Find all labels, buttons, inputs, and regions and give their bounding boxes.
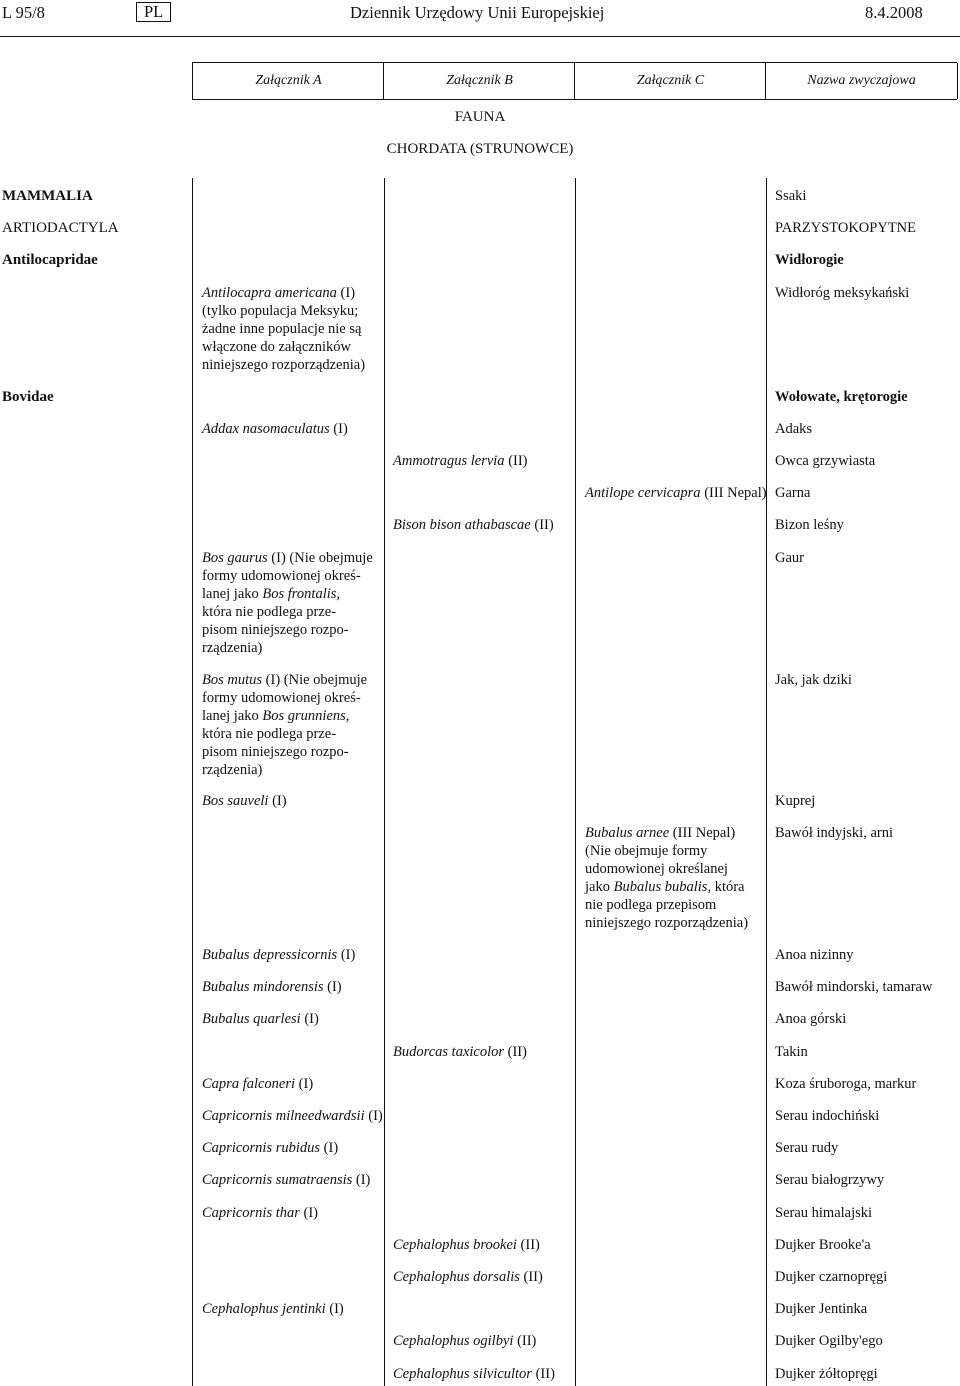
species-entry: Capricornis rubidus (I) <box>202 1140 339 1156</box>
species-entry: Capricornis thar (I) <box>202 1205 319 1221</box>
column-header-annex-b: Załącznik B <box>383 63 575 99</box>
column-divider <box>192 178 193 1386</box>
species-note: (Nie obejmuje formy <box>585 843 708 859</box>
taxon-family: Antilocapridae <box>2 252 98 268</box>
species-note: która nie podlega prze- <box>202 604 337 620</box>
species-note: rządzenia) <box>202 640 263 656</box>
common-name: Widłoróg meksykański <box>775 285 910 301</box>
taxon-class: MAMMALIA <box>2 188 93 204</box>
common-name: Gaur <box>775 550 804 566</box>
species-entry: Cephalophus silvicultor (II) <box>393 1366 555 1382</box>
species-entry: Cephalophus dorsalis (II) <box>393 1269 543 1285</box>
species-entry: Bubalus arnee (III Nepal) <box>585 825 736 841</box>
species-entry: Cephalophus jentinki (I) <box>202 1301 344 1317</box>
common-order-name: PARZYSTOKOPYTNE <box>775 220 916 236</box>
common-name: Bawół indyjski, arni <box>775 825 894 841</box>
species-note: włączone do załączników <box>202 339 351 355</box>
species-entry: Bos sauveli (I) <box>202 793 287 809</box>
species-note: żadne inne populacje nie są <box>202 321 362 337</box>
common-name: Owca grzywiasta <box>775 453 876 469</box>
common-family-name: Wołowate, krętorogie <box>775 389 908 405</box>
common-name: Dujker Ogilby'ego <box>775 1333 883 1349</box>
species-note: rządzenia) <box>202 762 263 778</box>
species-note: nie podlega przepisom <box>585 897 717 913</box>
species-entry: Capricornis milneedwardsii (I) <box>202 1108 383 1124</box>
taxon-family: Bovidae <box>2 389 54 405</box>
common-name: Kuprej <box>775 793 816 809</box>
species-entry: Capra falconeri (I) <box>202 1076 314 1092</box>
species-note: jako Bubalus bubalis, która <box>585 879 745 895</box>
common-name: Adaks <box>775 421 813 437</box>
column-divider <box>575 178 576 1386</box>
species-entry: Bubalus mindorensis (I) <box>202 979 342 995</box>
common-name: Serau białogrzywy <box>775 1172 885 1188</box>
language-badge: PL <box>136 2 171 22</box>
species-entry: Capricornis sumatraensis (I) <box>202 1172 371 1188</box>
species-entry: Bison bison athabascae (II) <box>393 517 554 533</box>
species-note: udomowionej określanej <box>585 861 728 877</box>
species-note: niniejszego rozporządzenia) <box>585 915 749 931</box>
common-name: Dujker żółtopręgi <box>775 1366 878 1382</box>
species-entry: Antilocapra americana (I) <box>202 285 356 301</box>
common-name: Jak, jak dziki <box>775 672 852 688</box>
common-name: Dujker Jentinka <box>775 1301 868 1317</box>
column-header-common-name: Nazwa zwyczajowa <box>765 63 958 99</box>
species-note: pisom niniejszego rozpo- <box>202 744 349 760</box>
common-family-name: Widłorogie <box>775 252 844 268</box>
column-header-annex-c: Załącznik C <box>574 63 766 99</box>
species-entry: Antilope cervicapra (III Nepal) <box>585 485 767 501</box>
common-name: Anoa górski <box>775 1011 847 1027</box>
species-note: pisom niniejszego rozpo- <box>202 622 349 638</box>
common-name: Serau himalajski <box>775 1205 873 1221</box>
header-rule <box>0 36 960 37</box>
common-name: Dujker czarnopręgi <box>775 1269 888 1285</box>
common-name: Garna <box>775 485 811 501</box>
species-note: niniejszego rozporządzenia) <box>202 357 366 373</box>
species-entry: Addax nasomaculatus (I) <box>202 421 348 437</box>
journal-title: Dziennik Urzędowy Unii Europejskiej <box>350 3 605 22</box>
column-divider <box>766 178 767 1386</box>
page-number: L 95/8 <box>2 3 45 22</box>
common-name: Serau indochiński <box>775 1108 880 1124</box>
section-title: FAUNA <box>454 109 506 125</box>
common-name: Serau rudy <box>775 1140 839 1156</box>
column-header-row <box>192 62 957 100</box>
species-note: lanej jako Bos frontalis, <box>202 586 341 602</box>
publication-date: 8.4.2008 <box>865 3 923 22</box>
section-subtitle: CHORDATA (STRUNOWCE) <box>386 141 574 157</box>
species-note: formy udomowionej okreś- <box>202 568 361 584</box>
species-entry: Cephalophus brookei (II) <box>393 1237 540 1253</box>
species-entry: Ammotragus lervia (II) <box>393 453 528 469</box>
species-note: lanej jako Bos grunniens, <box>202 708 350 724</box>
common-name: Takin <box>775 1044 808 1060</box>
species-note: formy udomowionej okreś- <box>202 690 361 706</box>
taxon-order: ARTIODACTYLA <box>2 220 119 236</box>
common-name: Dujker Brooke'a <box>775 1237 871 1253</box>
species-note: która nie podlega prze- <box>202 726 337 742</box>
common-name: Anoa nizinny <box>775 947 854 963</box>
species-entry: Cephalophus ogilbyi (II) <box>393 1333 537 1349</box>
species-entry: Bos gaurus (I) (Nie obejmuje <box>202 550 373 566</box>
common-name: Koza śruboroga, markur <box>775 1076 917 1092</box>
common-name: Bawół mindorski, tamaraw <box>775 979 933 995</box>
species-note: (tylko populacja Meksyku; <box>202 303 359 319</box>
species-entry: Bubalus depressicornis (I) <box>202 947 356 963</box>
species-entry: Bubalus quarlesi (I) <box>202 1011 319 1027</box>
species-entry: Bos mutus (I) (Nie obejmuje <box>202 672 368 688</box>
common-name: Bizon leśny <box>775 517 844 533</box>
species-entry: Budorcas taxicolor (II) <box>393 1044 527 1060</box>
column-header-annex-a: Załącznik A <box>192 63 384 99</box>
page-header <box>0 0 960 26</box>
column-divider <box>384 178 385 1386</box>
common-class-name: Ssaki <box>775 188 807 204</box>
